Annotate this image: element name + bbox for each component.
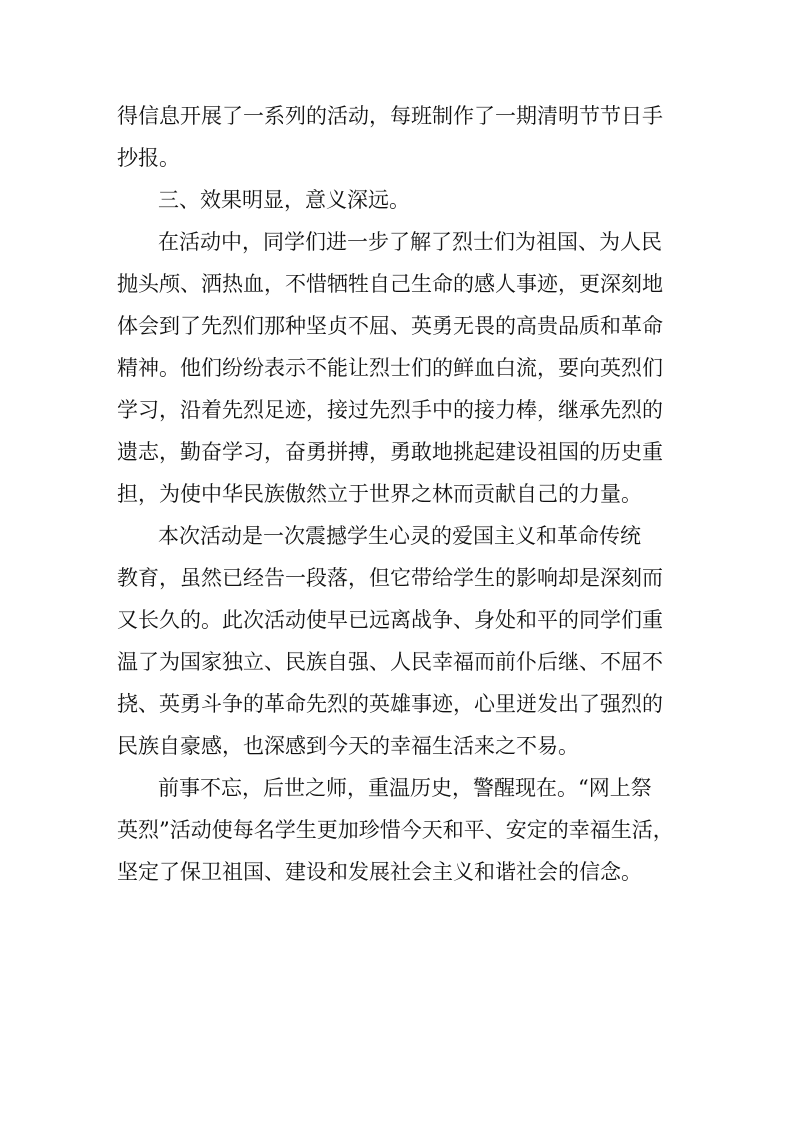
paragraph-line: 本次活动是一次震撼学生心灵的爱国主义和革命传统 bbox=[158, 524, 641, 548]
paragraph-line: 英烈”活动使每名学生更加珍惜今天和平、安定的幸福生活， bbox=[117, 818, 674, 842]
paragraph-line: 在活动中，同学们进一步了解了烈士们为祖国、为人民 bbox=[158, 230, 662, 254]
paragraph-line: 抄报。 bbox=[117, 146, 180, 170]
paragraph-line: 担，为使中华民族傲然立于世界之林而贡献自己的力量。 bbox=[117, 482, 642, 506]
paragraph-line: 得信息开展了一系列的活动，每班制作了一期清明节节日手 bbox=[117, 104, 663, 128]
paragraph-line: 温了为国家独立、民族自强、人民幸福而前仆后继、不屈不 bbox=[117, 650, 663, 674]
paragraph-line: 前事不忘，后世之师，重温历史，警醒现在。“网上祭 bbox=[158, 776, 652, 800]
section-heading: 三、效果明显，意义深远。 bbox=[158, 188, 410, 212]
paragraph-line: 精神。他们纷纷表示不能让烈士们的鲜血白流，要向英烈们 bbox=[117, 356, 663, 380]
paragraph-line: 又长久的。此次活动使早已远离战争、身处和平的同学们重 bbox=[117, 608, 663, 632]
paragraph-line: 抛头颅、洒热血，不惜牺牲自己生命的感人事迹，更深刻地 bbox=[117, 272, 663, 296]
paragraph-line: 民族自豪感，也深感到今天的幸福生活来之不易。 bbox=[117, 734, 579, 758]
paragraph-line: 学习，沿着先烈足迹，接过先烈手中的接力棒，继承先烈的 bbox=[117, 398, 663, 422]
paragraph-line: 挠、英勇斗争的革命先烈的英雄事迹，心里迸发出了强烈的 bbox=[117, 692, 663, 716]
paragraph-line: 体会到了先烈们那种坚贞不屈、英勇无畏的高贵品质和革命 bbox=[117, 314, 663, 338]
paragraph-line: 教育，虽然已经告一段落，但它带给学生的影响却是深刻而 bbox=[117, 566, 663, 590]
paragraph-line: 坚定了保卫祖国、建设和发展社会主义和谐社会的信念。 bbox=[117, 860, 642, 884]
paragraph-line: 遗志，勤奋学习，奋勇拼搏，勇敢地挑起建设祖国的历史重 bbox=[117, 440, 663, 464]
